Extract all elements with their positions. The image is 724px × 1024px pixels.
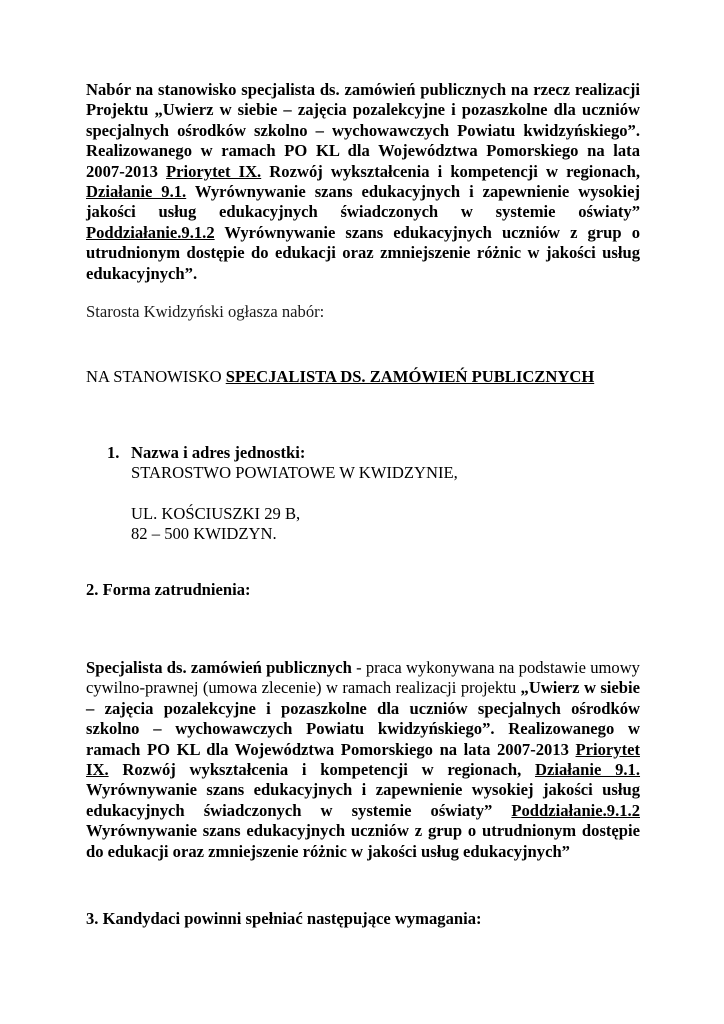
intro-poddzialanie-link: Poddziałanie.9.1.2	[86, 222, 215, 242]
section-1	[86, 443, 640, 545]
section-1-number: 1.	[107, 442, 120, 462]
employment-text-2: „Uwierz w siebie – zajęcia pozalekcyjne i pozaszkolne dla uczniów specjalnych ośrodków szkolno – wychowawczych Powiatu kwidzyńskiego”. Realizowanego w ramach PO KL dla Województwa Pomorskiego na lata 2007-2013	[86, 678, 640, 759]
address-line-1: STAROSTWO POWIATOWE W KWIDZYNIE,	[131, 463, 458, 483]
section-3-title: 3. Kandydaci powinni spełniać następujące wymagania:	[86, 908, 482, 928]
employment-lead: Specjalista ds. zamówień publicznych	[86, 657, 352, 677]
position-heading-prefix: NA STANOWISKO	[86, 367, 226, 387]
section-1-title: Nazwa i adres jednostki:	[131, 442, 306, 462]
employment-text-4: Wyrównywanie szans edukacyjnych i zapewnienie wysokiej jakości usług edukacyjnych świadczonych w systemie oświaty”	[86, 780, 640, 820]
intro-dzialanie-link: Działanie 9.1.	[86, 182, 187, 202]
intro-text-part4: Wyrównywanie szans edukacyjnych uczniów z grup o utrudnionym dostępie do edukacji oraz zmniejszenie różnic w jakości usług edukacyjnych”.	[86, 222, 640, 283]
intro-text-part3: Wyrównywanie szans edukacyjnych i zapewnienie wysokiej jakości usług edukacyjnych świadczonych w systemie oświaty”	[86, 182, 640, 222]
intro-text-part2: Rozwój wykształcenia i kompetencji w regionach,	[261, 161, 640, 181]
intro-paragraph	[86, 80, 640, 284]
employment-text-1: - praca wykonywana na podstawie umowy cywilno-prawnej (umowa zlecenie) w ramach realizacji projektu	[86, 657, 640, 698]
employment-priorytet-link: Priorytet IX.	[86, 739, 640, 779]
address-line-2: UL. KOŚCIUSZKI 29 B,	[131, 503, 301, 523]
position-heading-title: SPECJALISTA DS. ZAMÓWIEŃ PUBLICZNYCH	[225, 367, 595, 387]
employment-paragraph	[86, 658, 640, 862]
intro-priorytet-link: Priorytet IX.	[166, 161, 262, 181]
starosta-announcement: Starosta Kwidzyński ogłasza nabór:	[86, 302, 325, 322]
employment-poddzialanie-link: Poddziałanie.9.1.2	[511, 800, 640, 820]
position-heading	[86, 367, 640, 387]
document-page	[86, 80, 640, 929]
intro-text-part1: Nabór na stanowisko specjalista ds. zamówień publicznych na rzecz realizacji Projektu „Uwierz w siebie – zajęcia pozalekcyjne i pozaszkolne dla uczniów specjalnych ośrodków szkolno – wychowawczych Powiatu kwidzyńskiego”. Realizowanego w ramach PO KL dla Województwa Pomorskiego na lata 2007-2013	[86, 80, 640, 181]
employment-text-3: Rozwój wykształcenia i kompetencji w regionach,	[108, 759, 535, 779]
employment-dzialanie-link: Działanie 9.1.	[535, 759, 641, 779]
section-2-title: 2. Forma zatrudnienia:	[86, 579, 251, 599]
employment-text-5: Wyrównywanie szans edukacyjnych uczniów z grup o utrudnionym dostępie do edukacji oraz zmniejszenie różnic w jakości usług edukacyjnych”	[86, 821, 640, 861]
address-line-3: 82 – 500 KWIDZYN.	[131, 524, 277, 544]
